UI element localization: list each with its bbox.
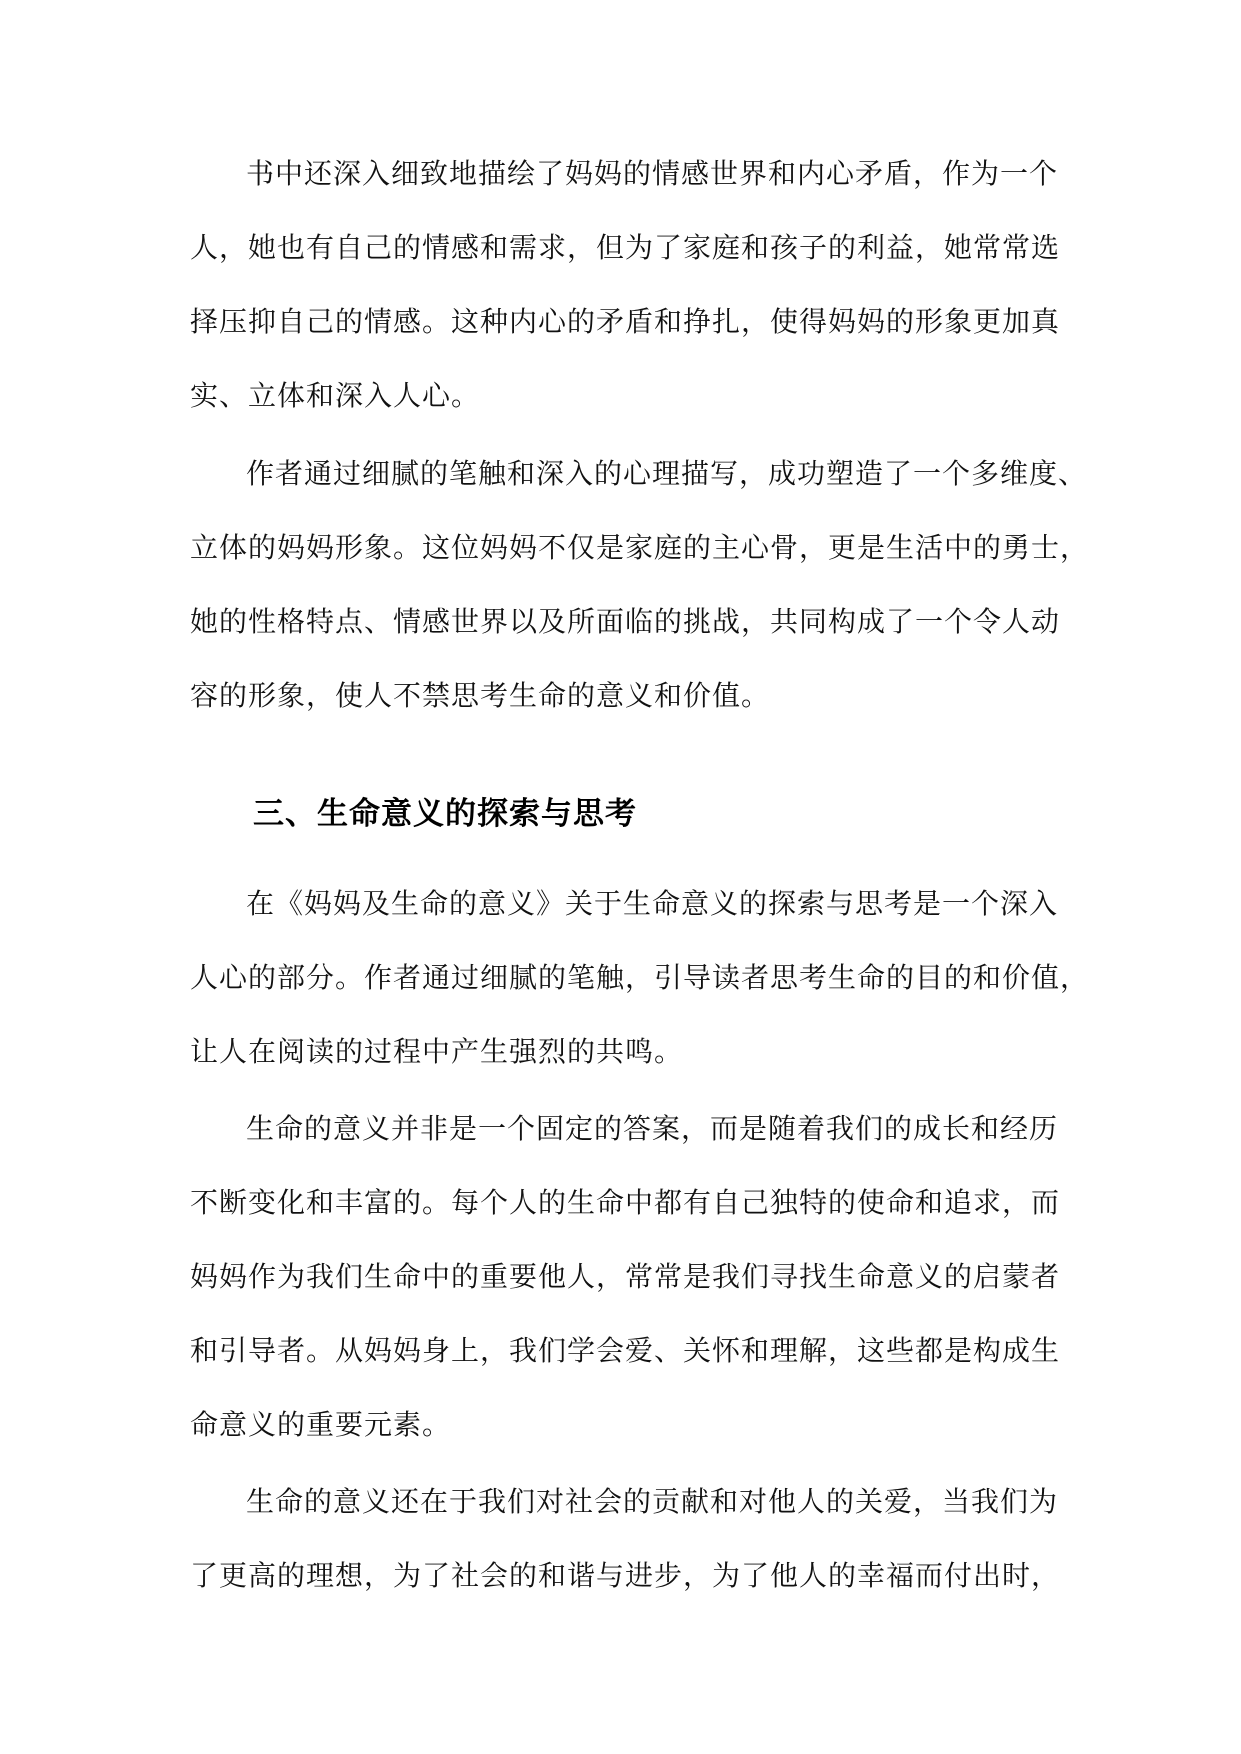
text-line: 妈妈作为我们生命中的重要他人，常常是我们寻找生命意义的启蒙者 xyxy=(190,1260,1061,1293)
text-line: 命意义的重要元素。 xyxy=(190,1408,452,1441)
text-line: 她的性格特点、情感世界以及所面临的挑战，共同构成了一个令人动 xyxy=(190,605,1061,638)
paragraph-contribution xyxy=(190,1465,1060,1613)
text-line: 和引导者。从妈妈身上，我们学会爱、关怀和理解，这些都是构成生 xyxy=(190,1334,1061,1367)
section-2-body xyxy=(190,867,1090,1613)
section-heading: 三、生命意义的探索与思考 xyxy=(253,796,637,832)
text-line: 了更高的理想，为了社会的和谐与进步，为了他人的幸福而付出时， xyxy=(190,1559,1061,1592)
paragraph-mother-emotions xyxy=(190,137,1060,433)
text-line: 不断变化和丰富的。每个人的生命中都有自己独特的使命和追求，而 xyxy=(190,1186,1061,1219)
text-line: 人，她也有自己的情感和需求，但为了家庭和孩子的利益，她常常选 xyxy=(190,231,1061,264)
section-1-body xyxy=(190,137,1090,733)
text-line: 立体的妈妈形象。这位妈妈不仅是家庭的主心骨，更是生活中的勇士， xyxy=(190,531,1090,564)
paragraph-meaning-changes xyxy=(190,1092,1060,1462)
paragraph-author-portrayal xyxy=(190,437,1090,733)
text-line: 择压抑自己的情感。这种内心的矛盾和挣扎，使得妈妈的形象更加真 xyxy=(190,305,1061,338)
text-line: 书中还深入细致地描绘了妈妈的情感世界和内心矛盾，作为一个 xyxy=(246,157,1059,190)
paragraph-exploration xyxy=(190,867,1090,1089)
text-line: 让人在阅读的过程中产生强烈的共鸣。 xyxy=(190,1035,684,1068)
text-line: 在《妈妈及生命的意义》关于生命意义的探索与思考是一个深入 xyxy=(246,887,1059,920)
text-line: 实、立体和深入人心。 xyxy=(190,379,481,412)
text-line: 生命的意义还在于我们对社会的贡献和对他人的关爱，当我们为 xyxy=(246,1485,1059,1518)
text-line: 作者通过细腻的笔触和深入的心理描写，成功塑造了一个多维度、 xyxy=(246,457,1088,490)
text-line: 生命的意义并非是一个固定的答案，而是随着我们的成长和经历 xyxy=(246,1112,1059,1145)
text-line: 容的形象，使人不禁思考生命的意义和价值。 xyxy=(190,679,771,712)
text-line: 人心的部分。作者通过细腻的笔触，引导读者思考生命的目的和价值， xyxy=(190,961,1090,994)
